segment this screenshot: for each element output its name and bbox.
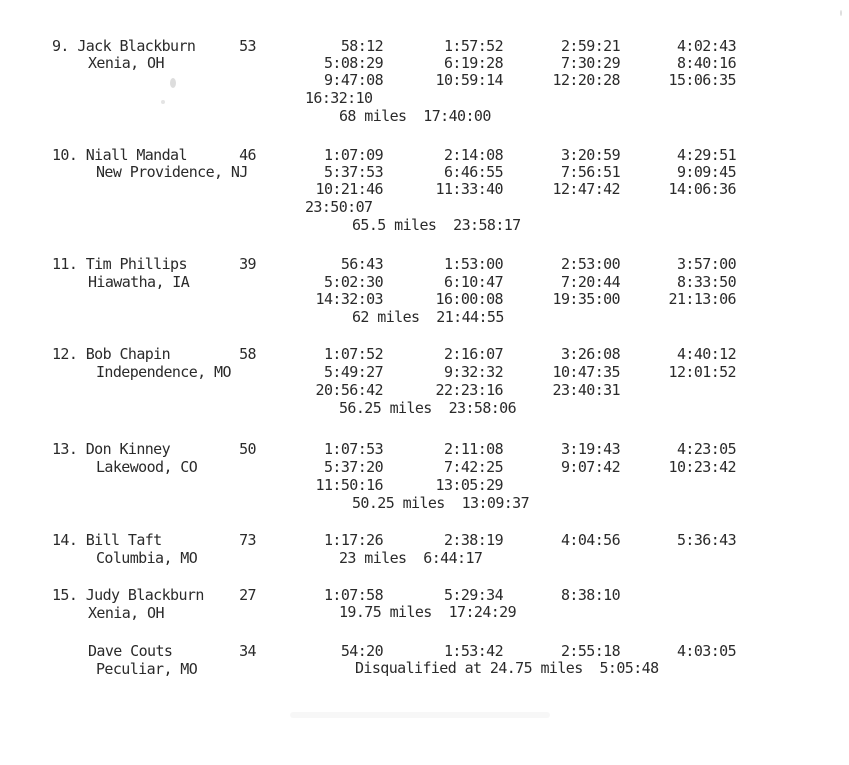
split-time: 10:21:46: [315, 180, 383, 198]
runner-location: Xenia, OH: [88, 54, 164, 72]
split-time: 6:10:47: [443, 273, 503, 291]
split-time: 4:04:56: [560, 531, 620, 549]
split-time: 3:57:00: [676, 255, 736, 273]
split-time: 1:07:58: [323, 586, 383, 604]
result-summary: 19.75 miles 17:24:29: [339, 603, 517, 621]
runner-name: Dave Couts: [88, 642, 173, 660]
split-time: 7:56:51: [560, 163, 620, 181]
result-summary: 56.25 miles 23:58:06: [339, 399, 517, 417]
split-time: 1:07:52: [323, 345, 383, 363]
runner-name: 10. Niall Mandal: [52, 146, 187, 164]
split-time: 9:47:08: [323, 71, 383, 89]
split-time: 5:02:30: [323, 273, 383, 291]
split-time: 8:38:10: [560, 586, 620, 604]
result-summary: 68 miles 17:40:00: [339, 107, 491, 125]
runner-location: New Providence, NJ: [96, 163, 248, 181]
split-time: 3:20:59: [560, 146, 620, 164]
split-time: 2:38:19: [443, 531, 503, 549]
split-time: 1:07:53: [323, 440, 383, 458]
split-time: 1:53:00: [443, 255, 503, 273]
split-time: 22:23:16: [435, 381, 503, 399]
split-time: 8:40:16: [676, 54, 736, 72]
split-time: 14:32:03: [315, 290, 383, 308]
split-time: 16:00:08: [435, 290, 503, 308]
split-time: 12:20:28: [552, 71, 620, 89]
runner-age: 27: [239, 586, 256, 604]
split-time: 20:56:42: [315, 381, 383, 399]
split-time: 1:17:26: [323, 531, 383, 549]
split-time: 10:23:42: [668, 458, 736, 476]
split-time: 15:06:35: [668, 71, 736, 89]
split-time: 6:19:28: [443, 54, 503, 72]
split-time: 5:37:53: [323, 163, 383, 181]
scan-speck: [170, 78, 176, 88]
split-time: 16:32:10: [305, 89, 373, 107]
split-time: 7:42:25: [443, 458, 503, 476]
split-time: 12:47:42: [552, 180, 620, 198]
split-time: 8:33:50: [676, 273, 736, 291]
split-time: 4:29:51: [676, 146, 736, 164]
split-time: 1:53:42: [443, 642, 503, 660]
split-time: 1:07:09: [323, 146, 383, 164]
runner-age: 58: [239, 345, 256, 363]
split-time: 13:05:29: [435, 476, 503, 494]
result-summary: 50.25 miles 13:09:37: [352, 494, 530, 512]
runner-age: 39: [239, 255, 256, 273]
split-time: 11:33:40: [435, 180, 503, 198]
runner-name: 9. Jack Blackburn: [52, 37, 196, 55]
split-time: 2:16:07: [443, 345, 503, 363]
runner-name: 13. Don Kinney: [52, 440, 171, 458]
scan-smudge: [290, 712, 550, 718]
runner-age: 46: [239, 146, 256, 164]
split-time: 4:40:12: [676, 345, 736, 363]
split-time: 10:47:35: [552, 363, 620, 381]
split-time: 5:29:34: [443, 586, 503, 604]
runner-age: 34: [239, 642, 256, 660]
split-time: 5:36:43: [676, 531, 736, 549]
split-time: 2:59:21: [560, 37, 620, 55]
split-time: 2:53:00: [560, 255, 620, 273]
result-summary: 65.5 miles 23:58:17: [352, 216, 521, 234]
split-time: 7:20:44: [560, 273, 620, 291]
split-time: 4:23:05: [676, 440, 736, 458]
split-time: 9:09:45: [676, 163, 736, 181]
result-summary: Disqualified at 24.75 miles 5:05:48: [355, 659, 659, 677]
split-time: 54:20: [340, 642, 383, 660]
runner-name: 15. Judy Blackburn: [52, 586, 204, 604]
split-time: 3:26:08: [560, 345, 620, 363]
split-time: 56:43: [340, 255, 383, 273]
runner-location: Lakewood, CO: [96, 458, 198, 476]
split-time: 4:03:05: [676, 642, 736, 660]
split-time: 21:13:06: [668, 290, 736, 308]
split-time: 2:55:18: [560, 642, 620, 660]
split-time: 3:19:43: [560, 440, 620, 458]
split-time: 12:01:52: [668, 363, 736, 381]
split-time: 6:46:55: [443, 163, 503, 181]
split-time: 2:14:08: [443, 146, 503, 164]
split-time: 19:35:00: [552, 290, 620, 308]
runner-name: 14. Bill Taft: [52, 531, 162, 549]
runner-location: Independence, MO: [96, 363, 231, 381]
split-time: 10:59:14: [435, 71, 503, 89]
split-time: 58:12: [340, 37, 383, 55]
split-time: 11:50:16: [315, 476, 383, 494]
split-time: 5:49:27: [323, 363, 383, 381]
split-time: 23:40:31: [552, 381, 620, 399]
runner-location: Hiawatha, IA: [88, 273, 190, 291]
runner-location: Xenia, OH: [88, 604, 164, 622]
result-summary: 23 miles 6:44:17: [339, 549, 483, 567]
runner-age: 73: [239, 531, 256, 549]
split-time: 2:11:08: [443, 440, 503, 458]
split-time: 9:32:32: [443, 363, 503, 381]
runner-name: 12. Bob Chapin: [52, 345, 171, 363]
scan-speck: [161, 100, 165, 104]
runner-location: Peculiar, MO: [96, 660, 198, 678]
scan-speck: [840, 10, 842, 16]
split-time: 5:08:29: [323, 54, 383, 72]
runner-name: 11. Tim Phillips: [52, 255, 187, 273]
runner-location: Columbia, MO: [96, 549, 198, 567]
split-time: 7:30:29: [560, 54, 620, 72]
split-time: 23:50:07: [305, 198, 373, 216]
split-time: 4:02:43: [676, 37, 736, 55]
split-time: 1:57:52: [443, 37, 503, 55]
split-time: 9:07:42: [560, 458, 620, 476]
split-time: 14:06:36: [668, 180, 736, 198]
runner-age: 50: [239, 440, 256, 458]
split-time: 5:37:20: [323, 458, 383, 476]
result-summary: 62 miles 21:44:55: [352, 308, 504, 326]
runner-age: 53: [239, 37, 256, 55]
